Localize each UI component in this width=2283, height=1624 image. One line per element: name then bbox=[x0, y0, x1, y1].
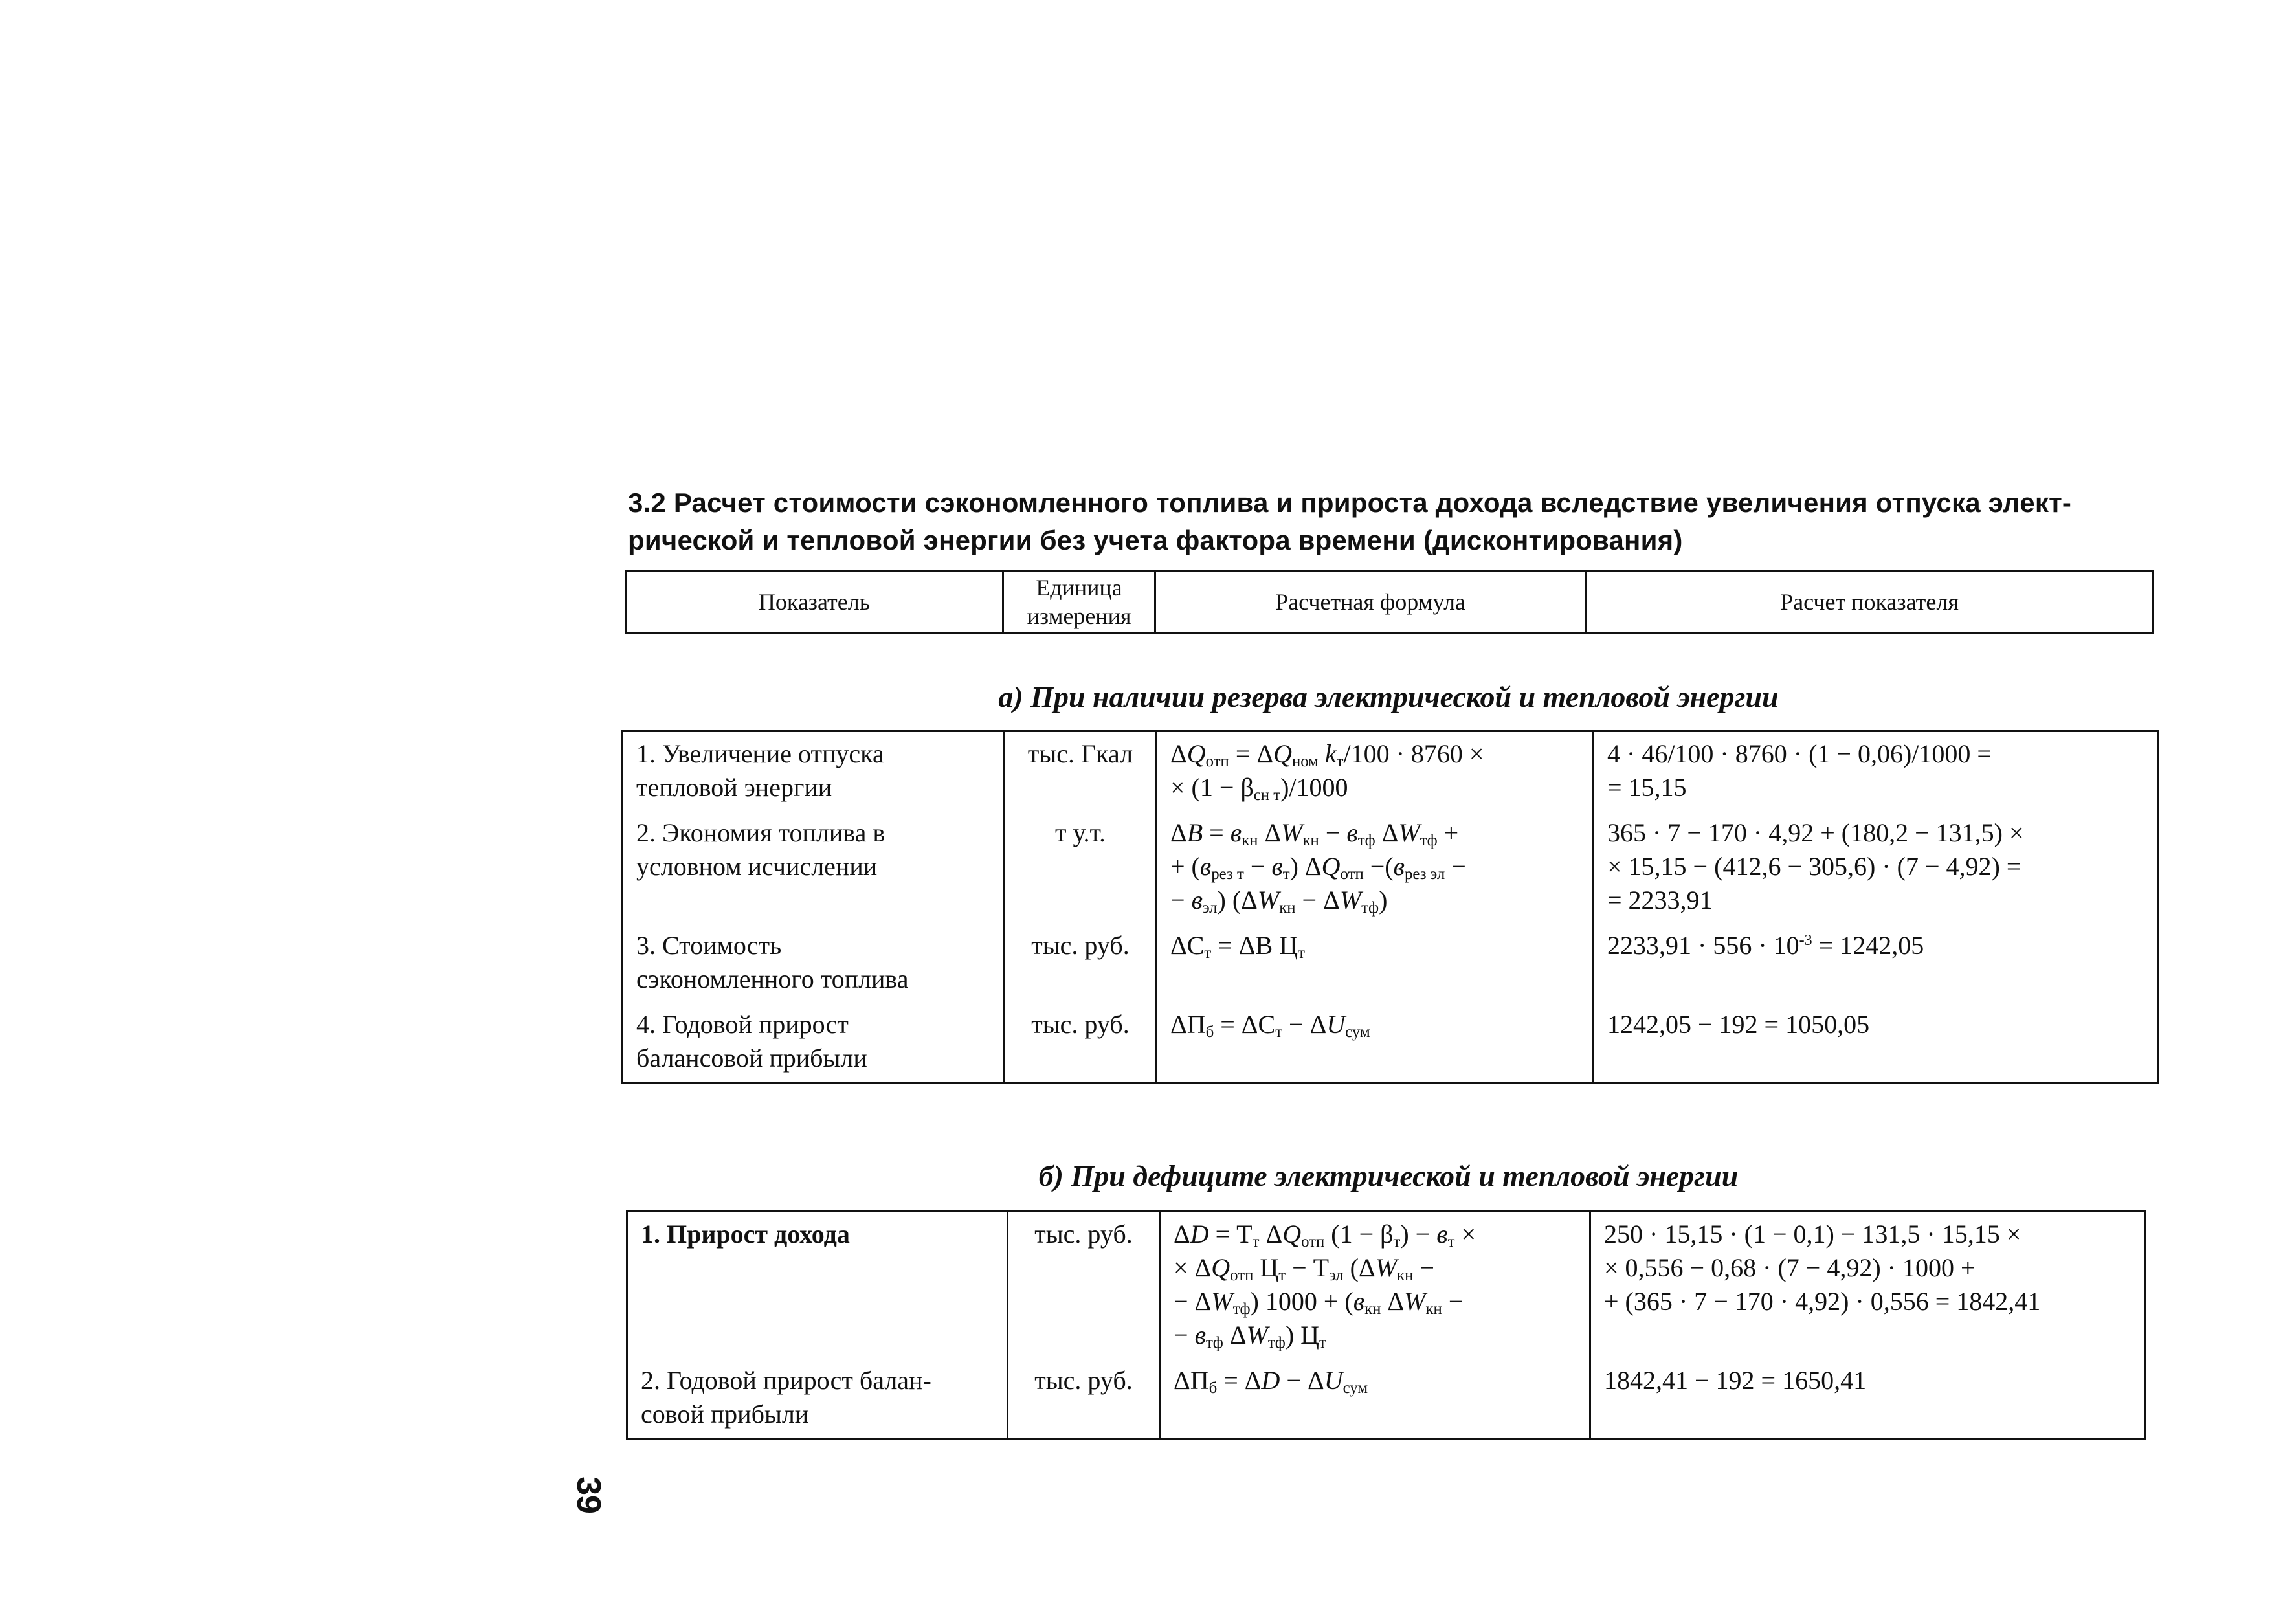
formula-cell: $\Delta B = в_{кн}$ $\Delta W_{кн} - в_{тф}$ $\Delta W_{тф}$ + + $(в_{рез т} - в_т)$ $\Delta Q_{отп} -(в_{рез эл}$ − − $в_{эл}$) $(\Delta W_{кн} - \Delta W_{тф})$ bbox=[1170, 818, 1466, 917]
table-section-a bbox=[621, 730, 2159, 1084]
formula-cell: $\Delta С_т = \Delta В$ $Ц_т$ bbox=[1170, 931, 1305, 962]
header-formula: Расчетная формула bbox=[1155, 571, 1586, 634]
formula-cell: $\Delta П_б = \Delta С_т - \Delta U_{сум}$ bbox=[1170, 1010, 1370, 1041]
section-a-title: а) При наличии резерва электрической и тепловой энергии bbox=[998, 680, 1779, 713]
calc-cell: 4 · 46/100 · 8760 · (1 − 0,06)/1000 = = 15,15 bbox=[1607, 739, 1992, 802]
unit-cell: т у.т. bbox=[1055, 818, 1106, 847]
table-row: 2. Годовой прирост балан- совой прибыли тыс. руб. $\Delta П_б = \Delta D - \Delta U_{сум}$ 1842,41 − 192 = 1650,41 bbox=[627, 1359, 2145, 1439]
table-row: 4. Годовой прирост балансовой прибыли тыс. руб. $\Delta П_б = \Delta С_т - \Delta U_{сум}$ 1242,05 − 192 = 1050,05 bbox=[623, 1003, 2158, 1083]
unit-cell: тыс. руб. bbox=[1034, 1219, 1133, 1249]
header-calc: Расчет показателя bbox=[1586, 571, 2154, 634]
calc-cell: 1842,41 − 192 = 1650,41 bbox=[1604, 1366, 1867, 1395]
table-row bbox=[627, 1212, 2145, 1359]
section-title bbox=[628, 484, 2168, 559]
indicator-cell: 1. Прирост дохода bbox=[641, 1219, 850, 1249]
table-row: 3. Стоимость сэкономленного топлива тыс. руб. $\Delta С_т = \Delta В$ $Ц_т$ $2233,91 \cdot 556 \cdot 10^{-3} = 1242,05$ bbox=[623, 924, 2158, 1003]
unit-cell: тыс. руб. bbox=[1034, 1366, 1133, 1395]
table-row: 2. Экономия топлива в условном исчислении т у.т. $\Delta B = в_{кн}$ $\Delta W_{кн} - в_{тф}$ $\Delta W_{тф}$ + + $(в_{рез т} - в_т)$ $\Delta Q_{отп} -(в_{рез эл}$ − − $в_{эл}$) $(\Delta W_{кн} - \Delta W_{тф})$ 365 · 7 − 170 · 4,92 + (180,2 − 131,5) × × 15,15 − (412,6 − 305,6) · (7 − 4,92) = = 2233,91 bbox=[623, 811, 2158, 924]
header-indicator: Показатель bbox=[626, 571, 1003, 634]
section-title-line-2: рической и тепловой энергии без учета фактора времени (дисконтирования) bbox=[628, 525, 1683, 555]
unit-cell: тыс. Гкал bbox=[1027, 739, 1133, 768]
formula-cell: $\Delta П_б = \Delta D - \Delta U_{сум}$ bbox=[1174, 1366, 1368, 1397]
formula-cell: $\Delta D = Т_т$ $\Delta Q_{отп}$ $(1 - \beta_т) - в_т$ × × $\Delta Q_{отп}$ $Ц_т - Т_{эл}$ ($\Delta W_{кн}$ − − $\Delta W_{тф}$) $1000 + (в_{кн}$ $\Delta W_{кн}$ − − $в_{тф}$ $\Delta W_{тф}$) $Ц_т$ bbox=[1174, 1219, 1476, 1351]
unit-cell: тыс. руб. bbox=[1031, 931, 1130, 960]
header-unit: Единица измерения bbox=[1003, 571, 1155, 634]
table-section-b bbox=[626, 1210, 2146, 1440]
calc-cell: 1242,05 − 192 = 1050,05 bbox=[1607, 1010, 1870, 1039]
page-number: 39 bbox=[569, 1476, 607, 1514]
formula-cell: $\Delta Q_{отп} = \Delta Q_{ном}$ $k_т/100 \cdot 8760$ × × $(1 - \beta_{сн т})/1000$ bbox=[1170, 739, 1484, 804]
calc-cell: 250 · 15,15 · (1 − 0,1) − 131,5 · 15,15 × × 0,556 − 0,68 · (7 − 4,92) · 1000 + + (365 · 7 − 170 · 4,92) · 0,556 = 1842,41 bbox=[1604, 1219, 2041, 1316]
table-row: 1. Увеличение отпуска тепловой энергии тыс. Гкал $\Delta Q_{отп} = \Delta Q_{ном}$ $k_т/100 \cdot 8760$ × × $(1 - \beta_{сн т})/1000$ 4 · 46/100 · 8760 · (1 − 0,06)/1000 = = 15,15 bbox=[623, 731, 2158, 812]
section-b-title: б) При дефиците электрической и тепловой энергии bbox=[1038, 1159, 1739, 1192]
calc-cell: 365 · 7 − 170 · 4,92 + (180,2 − 131,5) × × 15,15 − (412,6 − 305,6) · (7 − 4,92) = = 2233,91 bbox=[1607, 818, 2024, 915]
section-title-line-1: 3.2 Расчет стоимости сэкономленного топлива и прироста дохода вследствие увеличения отпуска элект- bbox=[628, 487, 2072, 518]
header-table bbox=[625, 570, 2154, 634]
unit-cell: тыс. руб. bbox=[1031, 1010, 1130, 1039]
calc-cell: $2233,91 \cdot 556 \cdot 10^{-3} = 1242,05$ bbox=[1607, 931, 1924, 960]
